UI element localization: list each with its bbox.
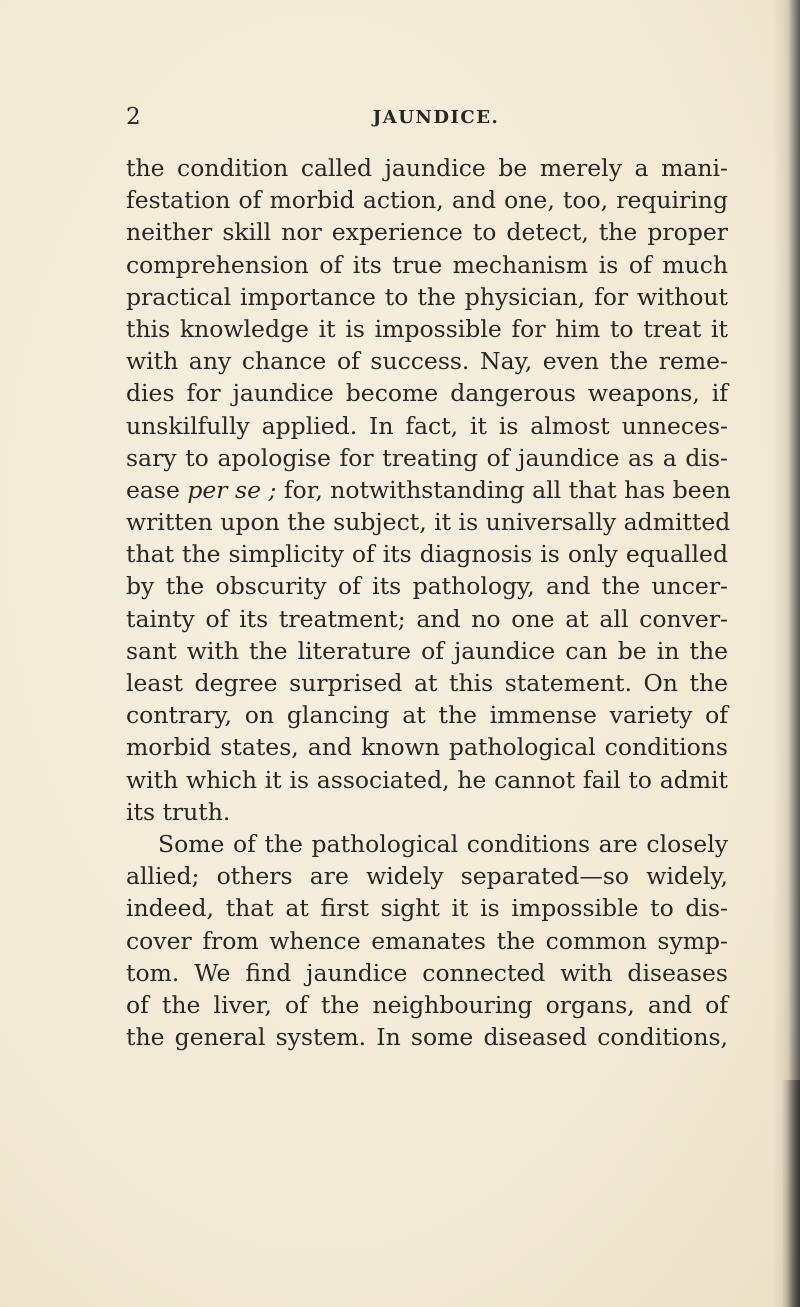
paragraph-start-line: Some of the pathological conditions are closely (158, 829, 728, 858)
text-line: comprehension of its true mechanism is of much (126, 250, 728, 279)
running-head: JAUNDICE. (372, 107, 500, 128)
text-line: indeed, that at first sight it is impossible to dis- (126, 894, 728, 923)
text-line: least degree surprised at this statement. On the (126, 669, 728, 697)
body-text (126, 152, 731, 1053)
text-line: of the liver, of the neighbouring organs, and of (126, 990, 728, 1019)
text-line: unskilfully applied. In fact, it is almost unneces- (126, 411, 728, 440)
text-line: with which it is associated, he cannot fail to admit (126, 765, 728, 794)
text-line: this knowledge it is impossible for him to treat it (126, 314, 728, 343)
text-line: written upon the subject, it is universally admitted (126, 508, 731, 537)
text-line-with-italic (126, 474, 731, 506)
text-line: contrary, on glancing at the immense variety of (126, 701, 728, 730)
text-line: dies for jaundice become dangerous weapons, if (126, 379, 728, 408)
page-number: 2 (126, 104, 142, 130)
italic-phrase: per se ; (187, 475, 277, 504)
page-header (126, 104, 746, 138)
text-line: practical importance to the physician, for without (126, 282, 728, 311)
text-line: festation of morbid action, and one, too, requiring (126, 186, 728, 215)
text-line: sary to apologise for treating of jaundice as a dis- (126, 443, 728, 472)
text-line: cover from whence emanates the common symp- (126, 926, 728, 955)
text-segment: for, notwithstanding all that has been (276, 475, 731, 504)
text-line: tom. We find jaundice connected with diseases (126, 958, 728, 987)
text-line: its truth. (126, 797, 231, 826)
text-line: sant with the literature of jaundice can be in the (126, 636, 728, 665)
text-line: the condition called jaundice be merely a mani- (126, 154, 728, 182)
text-line: the general system. In some diseased conditions, (126, 1023, 728, 1052)
text-line: tainty of its treatment; and no one at all conver- (126, 604, 728, 633)
page-edge-shadow-lower (782, 1080, 800, 1307)
text-segment: ease (126, 475, 188, 504)
text-line: that the simplicity of its diagnosis is only equalled (126, 540, 728, 569)
text-line: with any chance of success. Nay, even the reme- (126, 347, 728, 376)
text-line: allied; others are widely separated—so widely, (126, 862, 728, 891)
text-line: morbid states, and known pathological conditions (126, 733, 728, 762)
text-line: neither skill nor experience to detect, the proper (126, 218, 728, 247)
text-line: by the obscurity of its pathology, and the uncer- (126, 572, 728, 601)
